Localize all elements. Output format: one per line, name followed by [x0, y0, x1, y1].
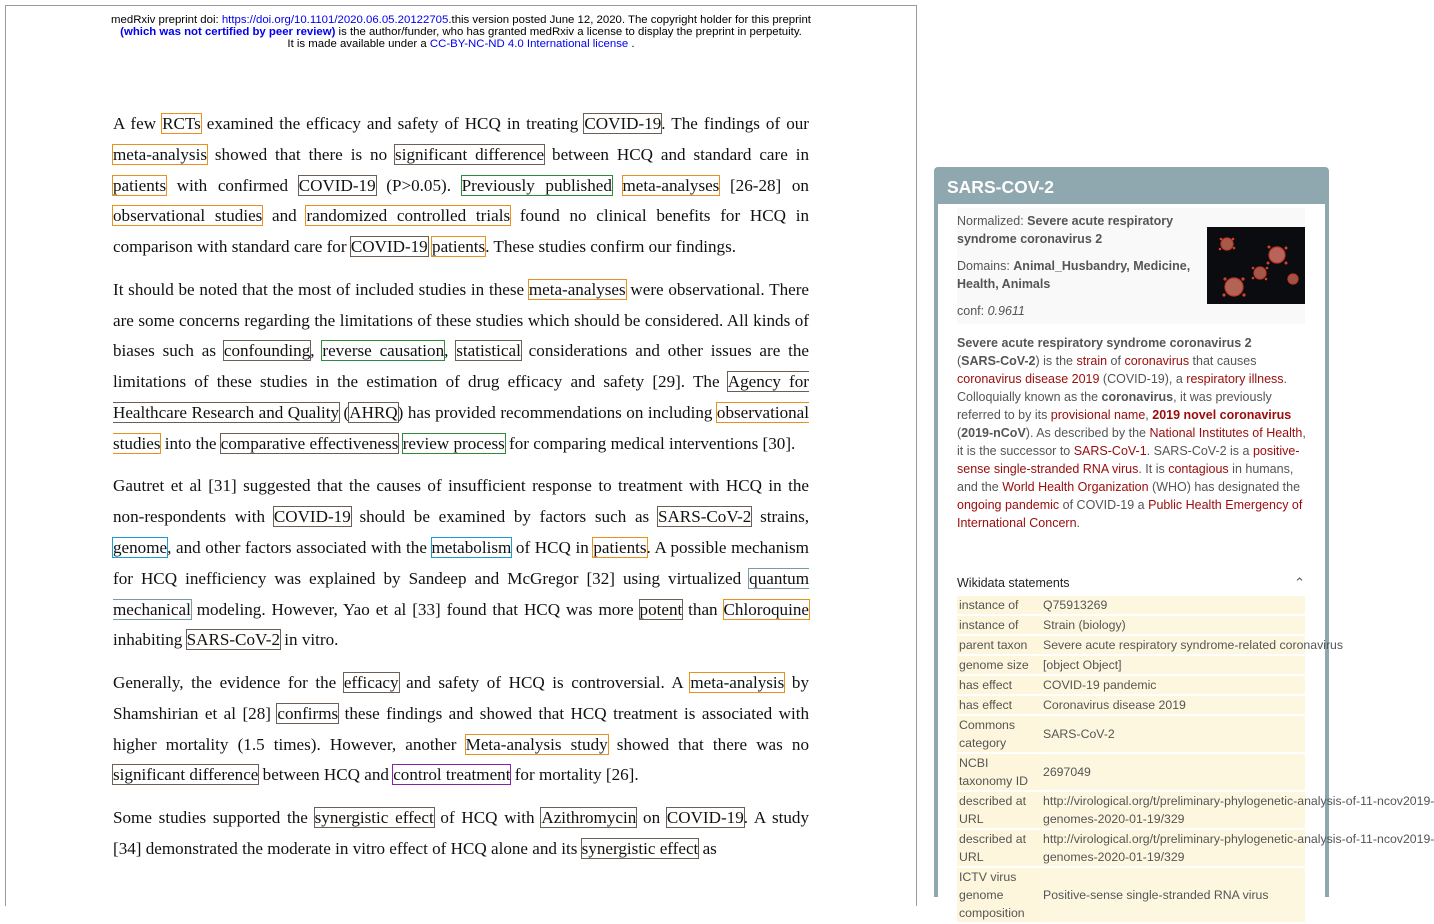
- wikidata-property: described at URL: [957, 830, 1041, 866]
- wikidata-row: [957, 792, 1305, 828]
- wikidata-value: Q75913269: [1041, 596, 1305, 614]
- wikidata-property: instance of: [957, 596, 1041, 614]
- text-run: Generally, the evidence for the: [113, 672, 344, 692]
- text-run: strains,: [751, 507, 809, 527]
- entity-term[interactable]: review process: [402, 433, 505, 453]
- wikidata-value: Severe acute respiratory syndrome-related coronavirus: [1043, 638, 1344, 652]
- text-run: for comparing medical interventions [30].: [504, 433, 796, 453]
- text-run: of HCQ with: [433, 807, 542, 827]
- entity-term[interactable]: Agency for Healthcare Research and Quality: [113, 372, 809, 422]
- entity-term[interactable]: synergistic effect: [314, 807, 434, 827]
- text-run: for mortality [26].: [510, 765, 639, 785]
- text-run: on: [636, 807, 667, 827]
- entity-term[interactable]: control treatment: [393, 765, 511, 785]
- entity-term[interactable]: significant difference: [395, 144, 545, 164]
- description-text: (COVID-19), a: [1099, 372, 1187, 386]
- wikidata-row: [957, 868, 1305, 922]
- wikidata-value: COVID-19 pandemic: [1041, 676, 1305, 694]
- wikidata-value: [object Object]: [1041, 656, 1305, 674]
- description-text: , it is the successor to: [957, 426, 1306, 458]
- wiki-link[interactable]: coronavirus: [1124, 354, 1190, 368]
- text-run: inhabiting: [113, 630, 187, 650]
- entity-term[interactable]: statistical: [456, 341, 521, 361]
- wikidata-property: has effect: [957, 676, 1041, 694]
- entity-term[interactable]: confirms: [277, 703, 339, 723]
- text-run: modeling. However, Yao et al [33] found that HCQ was more: [190, 599, 640, 619]
- entity-term[interactable]: meta-analyses: [622, 175, 720, 195]
- entity-term[interactable]: Meta-analysis study: [465, 734, 608, 754]
- entity-term[interactable]: SARS-CoV-2: [657, 507, 752, 527]
- normalized-row: Normalized: Severe acute respiratory syndrome coronavirus 2: [957, 214, 1174, 246]
- wiki-link[interactable]: provisional name: [1050, 408, 1146, 422]
- text-run: should be examined by factors such as: [350, 507, 658, 527]
- wiki-link[interactable]: coronavirus disease 2019: [957, 372, 1100, 386]
- wikidata-row: [957, 754, 1305, 790]
- header-license-text: is the author/funder, who has granted medRxiv a license to display the preprint in perpetuity.: [335, 26, 802, 38]
- entity-panel: [934, 167, 1434, 920]
- description-text: .: [1076, 516, 1081, 530]
- paragraph: [113, 471, 809, 656]
- text-run: ) has provided recommendations on including: [397, 402, 717, 422]
- text-run: . A study [34] demonstrated the moderate in vitro effect of HCQ alone and its: [113, 807, 809, 858]
- paragraph: [113, 668, 809, 791]
- document-body: [113, 109, 809, 876]
- entity-term[interactable]: meta-analysis: [113, 144, 207, 164]
- entity-term[interactable]: randomized controlled trials: [306, 206, 511, 226]
- paragraph: [113, 275, 809, 460]
- text-run: in vitro.: [280, 630, 339, 650]
- description-text: ) is the: [1035, 354, 1077, 368]
- entity-term[interactable]: quantum mechanical: [113, 568, 809, 619]
- wikidata-property: ICTV virus genome composition: [957, 868, 1041, 922]
- entity-term[interactable]: efficacy: [343, 672, 399, 692]
- text-run: with confirmed: [166, 175, 299, 195]
- entity-term[interactable]: comparative effectiveness: [220, 433, 399, 453]
- text-run: Some studies supported the: [113, 807, 315, 827]
- wikidata-row: [957, 696, 1305, 714]
- wikidata-property: instance of: [957, 616, 1041, 634]
- preprint-header: [6, 14, 916, 50]
- entity-term[interactable]: confounding: [223, 341, 311, 361]
- wikidata-row: [957, 676, 1305, 694]
- entity-term[interactable]: meta-analyses: [528, 279, 626, 299]
- wikidata-header[interactable]: [957, 576, 1307, 590]
- description-text: ). As described by the: [1025, 426, 1150, 440]
- wikidata-property: NCBI taxonomy ID: [957, 754, 1041, 790]
- description-text: . Colloquially known as the: [957, 372, 1288, 404]
- text-run: ,: [310, 341, 323, 361]
- text-run: (: [339, 402, 350, 422]
- wikidata-value: http://virological.org/t/preliminary-phylogenetic-analysis-of-11-ncov2019- genomes-2020-01-19/329: [1043, 832, 1434, 864]
- wikidata-property: described at URL: [957, 792, 1041, 828]
- description-text: (WHO) has designated the: [1148, 480, 1301, 494]
- text-run: between HCQ and standard care in: [544, 144, 810, 164]
- text-run: found no clinical benefits for HCQ in comparison with standard care for: [113, 206, 809, 257]
- virus-thumbnail: [1207, 227, 1305, 304]
- entity-term[interactable]: COVID-19: [273, 507, 351, 527]
- entity-term[interactable]: Chloroquine: [723, 599, 809, 619]
- text-run: considerations and other issues are the limitations of these studies in the estimation of drug efficacy and safety [29]. The: [113, 341, 810, 392]
- text-run: [612, 176, 623, 195]
- wikidata-row: [957, 830, 1305, 866]
- wiki-link[interactable]: ongoing pandemic: [957, 498, 1060, 512]
- wikidata-property: parent taxon: [957, 636, 1041, 654]
- wikidata-title: Wikidata statements: [957, 576, 1070, 590]
- entity-term[interactable]: meta-analysis: [690, 672, 785, 692]
- header-doi-label: medRxiv preprint doi:: [111, 14, 222, 26]
- wikidata-value: SARS-CoV-2: [1041, 716, 1305, 752]
- bold-term: Severe acute respiratory syndrome coronavirus 2: [957, 336, 1252, 350]
- wiki-link[interactable]: SARS-CoV-1: [1073, 444, 1147, 458]
- entity-info-box: [957, 208, 1305, 324]
- paragraph: [113, 109, 809, 263]
- entity-panel-body: [938, 204, 1434, 920]
- entity-term[interactable]: patients: [593, 537, 647, 557]
- wikidata-property: Commons category: [957, 716, 1041, 752]
- wikidata-property: has effect: [957, 696, 1041, 714]
- wikidata-row: [957, 636, 1305, 654]
- wiki-link[interactable]: National Institutes of Health: [1149, 426, 1303, 440]
- entity-term[interactable]: patients: [432, 237, 486, 257]
- description-text: . SARS-CoV-2 is a: [1146, 444, 1253, 458]
- license-link[interactable]: CC-BY-NC-ND 4.0 International license: [429, 38, 629, 50]
- text-run: [26-28] on: [719, 175, 809, 195]
- text-run: Gautret et al [31] suggested that the causes of insufficient response to treatment with HCQ in the non-respondents with: [113, 476, 809, 527]
- paragraph: [113, 803, 809, 865]
- text-run: into the: [160, 433, 221, 453]
- text-run: by Shamshirian et al [28]: [113, 672, 809, 723]
- wikidata-row: [957, 596, 1305, 614]
- text-run: these findings and showed that HCQ treatment is associated with higher mortality (1.5 times). However, another: [113, 703, 809, 754]
- wikidata-value: Positive-sense single-stranded RNA virus: [1041, 868, 1305, 922]
- doi-link[interactable]: https://doi.org/10.1101/2020.06.05.20122705: [221, 14, 449, 26]
- wikidata-table: [957, 594, 1434, 924]
- text-run: were observational. There are some concerns regarding the limitations of these studies which should be considered. All kinds of biases such as: [113, 279, 809, 361]
- entity-term[interactable]: COVID-19: [350, 237, 428, 257]
- header-end: .: [628, 38, 635, 50]
- wiki-link[interactable]: 2019 novel coronavirus: [1152, 408, 1292, 422]
- entity-term[interactable]: SARS-CoV-2: [186, 630, 281, 650]
- entity-term[interactable]: reverse causation: [322, 341, 445, 361]
- entity-term[interactable]: COVID-19: [298, 175, 376, 195]
- wiki-link[interactable]: positive-sense single-stranded RNA virus: [957, 444, 1300, 476]
- normalized-value: Severe acute respiratory syndrome coronavirus 2: [957, 214, 1174, 246]
- description-text: of COVID-19 a: [1059, 498, 1149, 512]
- description-text: , it was previously referred to by its: [957, 390, 1272, 422]
- wikidata-value: Coronavirus disease 2019: [1041, 696, 1305, 714]
- text-run: and: [262, 206, 307, 226]
- text-run: (P>0.05).: [375, 175, 462, 195]
- entity-term[interactable]: patients: [113, 175, 167, 195]
- text-run: ,: [444, 341, 457, 361]
- text-run: A few: [113, 114, 163, 133]
- conf-row: conf: 0.9611: [957, 304, 1025, 318]
- entity-term[interactable]: AHRQ: [349, 402, 398, 422]
- text-run: than: [682, 599, 724, 619]
- wiki-link[interactable]: contagious: [1168, 462, 1229, 476]
- text-run: showed that there was no: [607, 734, 809, 754]
- bold-term: SARS-CoV-2: [961, 354, 1036, 368]
- bold-term: 2019-nCoV: [961, 426, 1026, 440]
- text-run: , and other factors associated with the: [167, 537, 432, 557]
- entity-term[interactable]: observational studies: [113, 206, 263, 226]
- wiki-link[interactable]: respiratory illness: [1186, 372, 1284, 386]
- wikidata-row: [957, 716, 1305, 752]
- wiki-link[interactable]: Public Health Emergency of International Concern: [957, 498, 1303, 530]
- entity-term[interactable]: observational studies: [113, 402, 810, 453]
- description-text: (: [957, 426, 962, 440]
- text-run: . These studies confirm our findings.: [485, 237, 737, 257]
- description-text: that causes: [1189, 354, 1257, 368]
- header-version-text: .this version posted June 12, 2020. The copyright holder for this preprint: [448, 14, 811, 26]
- wikidata-row: [957, 656, 1305, 674]
- entity-term[interactable]: Azithromycin: [541, 807, 637, 827]
- entity-term[interactable]: RCTs: [162, 114, 201, 133]
- text-run: showed that there is no: [206, 144, 396, 164]
- entity-term[interactable]: COVID-19: [666, 807, 744, 827]
- description-text: ,: [1145, 408, 1153, 422]
- preprint-page: [5, 5, 917, 906]
- text-run: . The findings of our: [661, 114, 809, 133]
- bold-term: coronavirus: [1101, 390, 1174, 404]
- domains-value: Animal_Husbandry, Medicine, Health, Animals: [957, 259, 1191, 291]
- chevron-up-icon[interactable]: ⌃: [1294, 575, 1305, 590]
- wikidata-property: genome size: [957, 656, 1041, 674]
- conf-value: 0.9611: [987, 304, 1025, 318]
- entity-term[interactable]: COVID-19: [584, 114, 662, 133]
- text-run: between HCQ and: [258, 765, 394, 785]
- text-run: of HCQ in: [511, 537, 594, 557]
- description-text: . It is: [1138, 462, 1169, 476]
- text-run: examined the efficacy and safety of HCQ in treating: [200, 114, 585, 133]
- entity-term[interactable]: synergistic effect: [581, 838, 699, 858]
- entity-term[interactable]: potent: [639, 599, 683, 619]
- wikidata-value: Strain (biology): [1041, 616, 1305, 634]
- entity-title: SARS-COV-2: [947, 177, 1054, 197]
- wikidata-row: [957, 616, 1305, 634]
- description-text: of: [1107, 354, 1125, 368]
- text-run: and safety of HCQ is controversial. A: [398, 672, 691, 692]
- entity-term[interactable]: genome: [113, 537, 168, 557]
- wiki-link[interactable]: strain: [1076, 354, 1108, 368]
- text-run: It should be noted that the most of included studies in these: [113, 279, 529, 299]
- entity-term[interactable]: metabolism: [431, 537, 512, 557]
- header-available-text: It is made available under a: [287, 38, 430, 50]
- text-run: . A possible mechanism for HCQ inefficiency was explained by Sandeep and McGregor [32] using virtualized: [113, 537, 809, 588]
- wikidata-value: 2697049: [1041, 754, 1305, 790]
- entity-term[interactable]: Previously published: [461, 175, 612, 195]
- description-text: in humans, and the: [957, 462, 1294, 494]
- entity-term[interactable]: significant difference: [113, 765, 259, 785]
- wiki-link[interactable]: World Health Organization: [1002, 480, 1149, 494]
- domains-row: Domains: Animal_Husbandry, Medicine, Health, Animals: [957, 259, 1191, 291]
- description-text: (: [957, 354, 962, 368]
- peer-review-note: (which was not certified by peer review): [120, 26, 336, 38]
- text-run: as: [698, 838, 717, 858]
- wikidata-value: http://virological.org/t/preliminary-phylogenetic-analysis-of-11-ncov2019- genomes-2020-01-19/329: [1043, 794, 1434, 826]
- entity-description: [957, 334, 1307, 532]
